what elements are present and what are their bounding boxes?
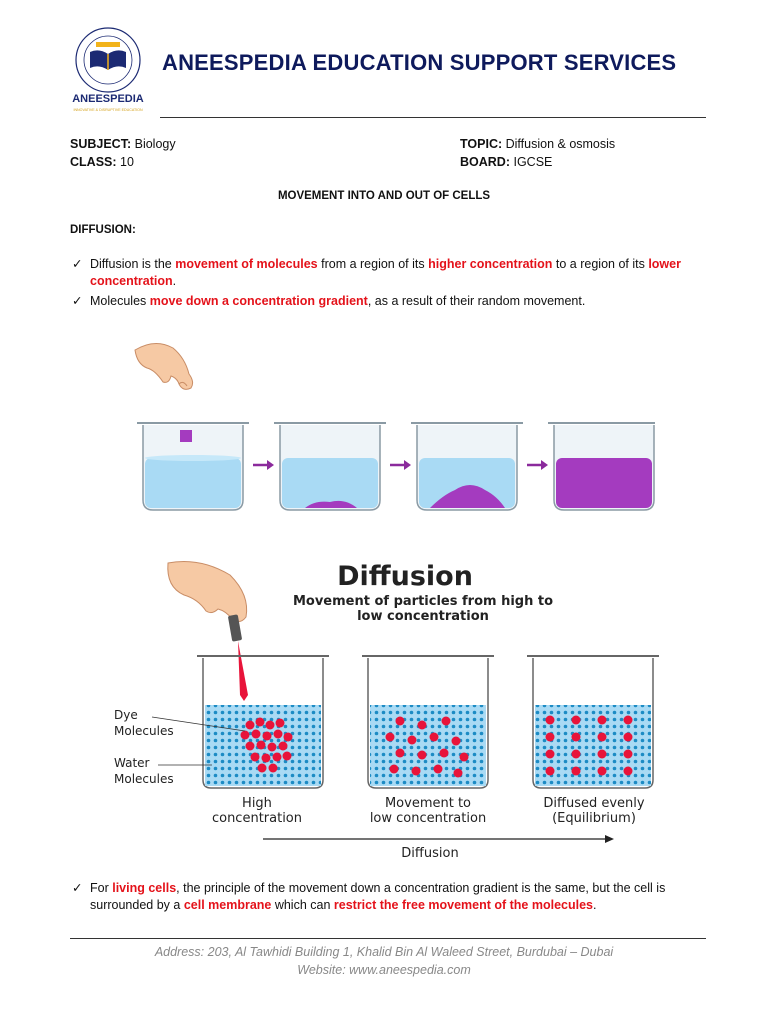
- checkmark-icon: ✓: [72, 257, 83, 271]
- svg-text:Diffusion: Diffusion: [401, 846, 459, 861]
- checkmark-icon: ✓: [72, 294, 83, 308]
- arrow-icon: [404, 460, 411, 470]
- diffusion-beakers-diagram: [125, 330, 655, 530]
- molecule-beaker-3: [527, 656, 659, 788]
- svg-text:Molecules: Molecules: [114, 724, 174, 738]
- diagram-title: Diffusion: [337, 561, 473, 592]
- bullet-definition: ✓ Diffusion is the movement of molecules from a region of its higher concentration to a region of its lower concentration.: [72, 257, 681, 288]
- footer-address: Address: 203, Al Tawhidi Building 1, Khalid Bin Al Waleed Street, Burdubai – Dubai: [154, 945, 614, 959]
- beaker-1: [137, 423, 249, 510]
- checkmark-icon: ✓: [72, 881, 83, 895]
- svg-text:low concentration: low concentration: [369, 811, 487, 826]
- svg-text:INNOVATIVE & DISRUPTIVE EDUCAT: INNOVATIVE & DISRUPTIVE EDUCATION: [73, 108, 143, 112]
- diffusion-molecules-diagram: [100, 555, 670, 865]
- svg-text:Water: Water: [114, 756, 150, 770]
- footer-website: Website: www.aneespedia.com: [297, 963, 471, 977]
- svg-text:ANEESPEDIA: ANEESPEDIA: [72, 93, 144, 105]
- svg-text:Diffused evenly: Diffused evenly: [543, 796, 645, 811]
- dropper-hand-icon: [168, 562, 248, 702]
- svg-text:Movement to: Movement to: [384, 796, 472, 811]
- header-divider: [160, 117, 706, 118]
- board-line: BOARD: IGCSE: [460, 155, 553, 169]
- svg-text:High: High: [242, 796, 272, 811]
- svg-text:low concentration: low concentration: [357, 609, 489, 624]
- molecule-beaker-1: [197, 656, 329, 788]
- dye-crystal: [180, 430, 192, 442]
- svg-text:Dye: Dye: [114, 708, 138, 722]
- arrow-icon: [541, 460, 548, 470]
- bullet-living-cells: ✓ For living cells, the principle of the movement down a concentration gradient is the same, but the cell is surrounded by a cell membrane which can restrict the free movement of the molecules.: [72, 881, 666, 912]
- arrow-head-icon: [605, 835, 614, 843]
- svg-text:concentration: concentration: [211, 811, 303, 826]
- subject-line: SUBJECT: Biology: [70, 137, 176, 151]
- aneespedia-logo: [62, 22, 154, 118]
- diffusion-subheading: DIFFUSION:: [70, 224, 136, 236]
- beaker-3: [411, 423, 523, 510]
- section-title: MOVEMENT INTO AND OUT OF CELLS: [277, 190, 491, 202]
- beaker-2: [274, 423, 386, 510]
- bullet-gradient: ✓ Molecules move down a concentration gradient, as a result of their random movement.: [72, 294, 586, 308]
- bullet-list-bottom: [70, 880, 710, 917]
- org-title: ANEESPEDIA EDUCATION SUPPORT SERVICES: [162, 50, 677, 75]
- topic-line: TOPIC: Diffusion & osmosis: [460, 137, 616, 151]
- footer-divider: [70, 938, 706, 939]
- dropper-icon: [238, 641, 248, 701]
- svg-text:Movement of particles from hig: Movement of particles from high to: [292, 594, 554, 609]
- beaker-4: [548, 423, 655, 510]
- svg-text:(Equilibrium): (Equilibrium): [552, 811, 636, 826]
- arrow-icon: [267, 460, 274, 470]
- hand-icon: [135, 343, 193, 389]
- bullet-list-top: [70, 256, 710, 313]
- class-line: CLASS: 10: [70, 155, 134, 169]
- molecule-beaker-2: [362, 656, 494, 788]
- svg-text:Molecules: Molecules: [114, 772, 174, 786]
